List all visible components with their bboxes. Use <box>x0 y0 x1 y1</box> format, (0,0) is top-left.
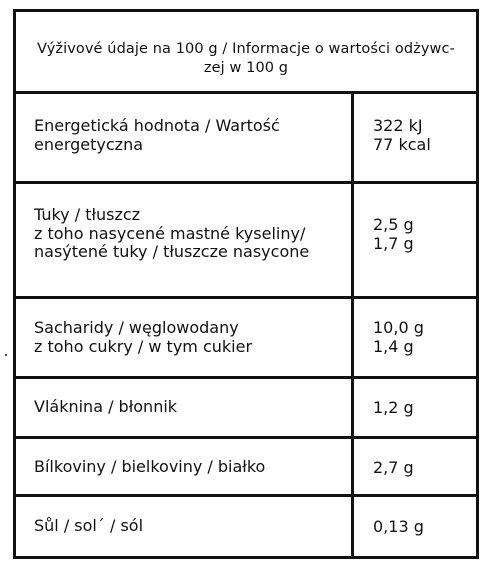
label-line: Vláknina / błonnik <box>34 397 178 416</box>
value-line: 322 kJ <box>373 116 423 135</box>
row-label-fat <box>34 206 309 262</box>
label-line: z toho nasycené mastné kyseliny/ <box>34 223 306 243</box>
label-line: nasýtené tuky / tłuszcze nasycone <box>34 242 310 261</box>
value-line: 1,4 g <box>373 336 414 356</box>
row-label-energy <box>34 117 280 154</box>
value-line: 1,7 g <box>373 233 414 253</box>
row-value-carbohydrates <box>373 319 424 356</box>
value-line: 77 kcal <box>373 134 431 154</box>
row-value-salt <box>373 518 424 537</box>
row-label-protein <box>34 458 265 477</box>
value-line: 10,0 g <box>373 318 424 337</box>
value-line: 0,13 g <box>373 517 424 536</box>
label-line: Sacharidy / węglowodany <box>34 318 239 337</box>
label-line: Bílkoviny / bielkoviny / białko <box>34 457 266 476</box>
table-row-energy <box>16 94 476 184</box>
row-label-carbohydrates <box>34 319 252 356</box>
label-line: Energetická hodnota / Wartość <box>34 116 280 135</box>
label-line: energetyczna <box>34 134 144 154</box>
row-value-fat <box>373 216 414 253</box>
row-value-protein <box>373 459 414 478</box>
table-row-fibre <box>16 379 476 439</box>
row-label-salt <box>34 517 143 536</box>
table-row-protein <box>16 439 476 497</box>
value-line: 2,5 g <box>373 215 414 234</box>
label-line: Tuky / tłuszcz <box>34 205 141 224</box>
value-line: 1,2 g <box>373 398 414 417</box>
row-value-energy <box>373 117 431 154</box>
label-line: z toho cukry / w tym cukier <box>34 336 253 356</box>
table-header <box>16 12 476 94</box>
header-text-line-1: Výživové údaje na 100 g / Informacje o wartości odżywc- <box>37 41 455 57</box>
row-label-fibre <box>34 398 177 417</box>
table-row-fat <box>16 184 476 299</box>
label-line: Sůl / sol´ / sól <box>34 516 144 535</box>
header-text-line-2: zej w 100 g <box>203 60 289 76</box>
nutrition-table <box>13 9 479 559</box>
stray-mark <box>5 354 7 356</box>
row-value-fibre <box>373 399 414 418</box>
table-row-salt <box>16 497 476 556</box>
table-row-carbohydrates <box>16 299 476 379</box>
value-line: 2,7 g <box>373 458 414 477</box>
